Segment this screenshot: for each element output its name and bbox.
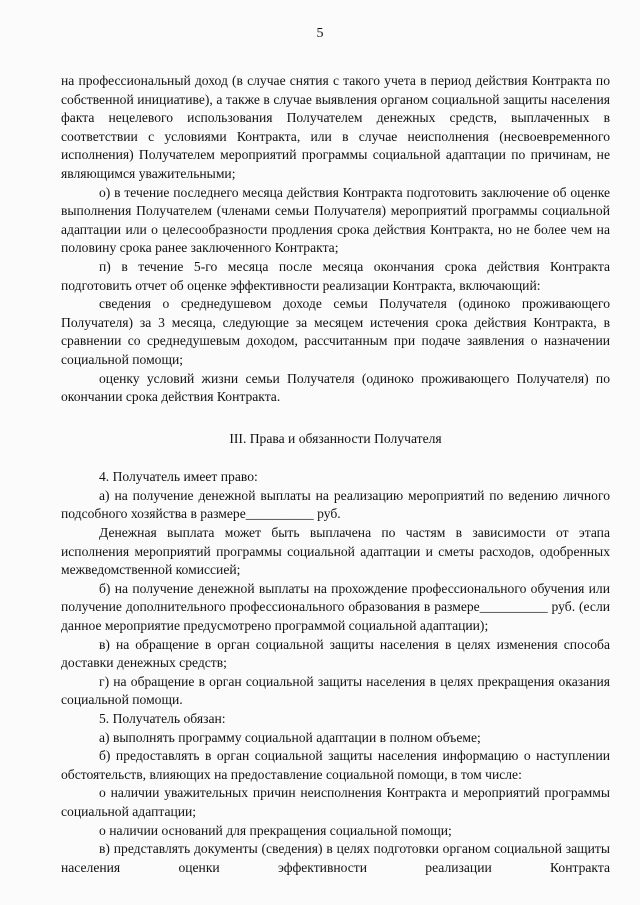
document-body [61, 72, 610, 877]
paragraph-clause-5a: а) выполнять программу социальной адаптации в полном объеме; [99, 729, 481, 745]
paragraph-clause-4b: б) на получение денежной выплаты на прохождение профессионального обучения или получение дополнительного профессионального образования в размере__________ руб. (если данное мероприятие предусмотрено программой социальной адаптации); [61, 580, 610, 634]
paragraph-payment-parts: Денежная выплата может быть выплачена по частям в зависимости от этапа исполнения мероприятий программы социальной адаптации и сметы расходов, одобренных межведомственной комиссией; [61, 525, 610, 578]
paragraph-clause-4v: в) на обращение в орган социальной защиты населения в целях изменения способа доставки денежных средств; [61, 636, 610, 671]
section-heading: III. Права и обязанности Получателя [229, 430, 442, 446]
paragraph-item-o: о) в течение последнего месяца действия Контракта подготовить заключение об оценке выполнения Получателем (членами семьи Получателя) мероприятий программы социальной адаптации или о целесообразности продления срока действия Контракта, но не более чем на половину срока ранее заключенного Контракта; [61, 184, 610, 256]
paragraph-clause-5v: в) представлять документы (сведения) в целях подготовки органом социальной защиты населения оценки эффективности реализации Контракта [61, 841, 610, 875]
paragraph-termination-grounds: о наличии оснований для прекращения социальной помощи; [99, 822, 452, 838]
paragraph-valid-reasons: о наличии уважительных причин неисполнения Контракта и мероприятий программы социальной адаптации; [61, 785, 610, 819]
paragraph-living-conditions: оценку условий жизни семьи Получателя (одиноко проживающего Получателя) по окончании срока действия Контракта. [61, 370, 610, 405]
page-number: 5 [316, 26, 324, 41]
paragraph-item-p: п) в течение 5-го месяца после месяца окончания срока действия Контракта подготовить отчет об оценке эффективности реализации Контракта, включающий: [61, 258, 610, 293]
paragraph-clause-4g: г) на обращение в орган социальной защиты населения в целях прекращения оказания социальной помощи. [61, 673, 610, 708]
paragraph-income-info: сведения о среднедушевом доходе семьи Получателя (одиноко проживающего Получателя) за 3 месяца, следующие за месяцем истечения срока действия Контракта, в сравнении со среднедушевым доходом, рассчитанным при подаче заявления о назначении социальной помощи; [61, 296, 610, 367]
paragraph-continuation: на профессиональный доход (в случае снятия с такого учета в период действия Контракта по собственной инициативе), а также в случае выявления органом социальной защиты населения факта нецелевого использования Получателем денежных средств, выплаченных в соответствии с условиями Контракта, или в случае неисполнения (несвоевременного исполнения) Получателем мероприятий программы социальной адаптации по причинам, не являющимся уважительными; [61, 73, 610, 181]
paragraph-clause-5: 5. Получатель обязан: [99, 711, 226, 726]
paragraph-clause-4a: а) на получение денежной выплаты на реализацию мероприятий по ведению личного подсобного хозяйства в размере__________ руб. [61, 487, 610, 522]
paragraph-clause-5b: б) предоставлять в орган социальной защиты населения информацию о наступлении обстоятельств, влияющих на предоставление социальной помощи, в том числе: [61, 748, 610, 782]
paragraph-clause-4: 4. Получатель имеет право: [99, 469, 258, 485]
